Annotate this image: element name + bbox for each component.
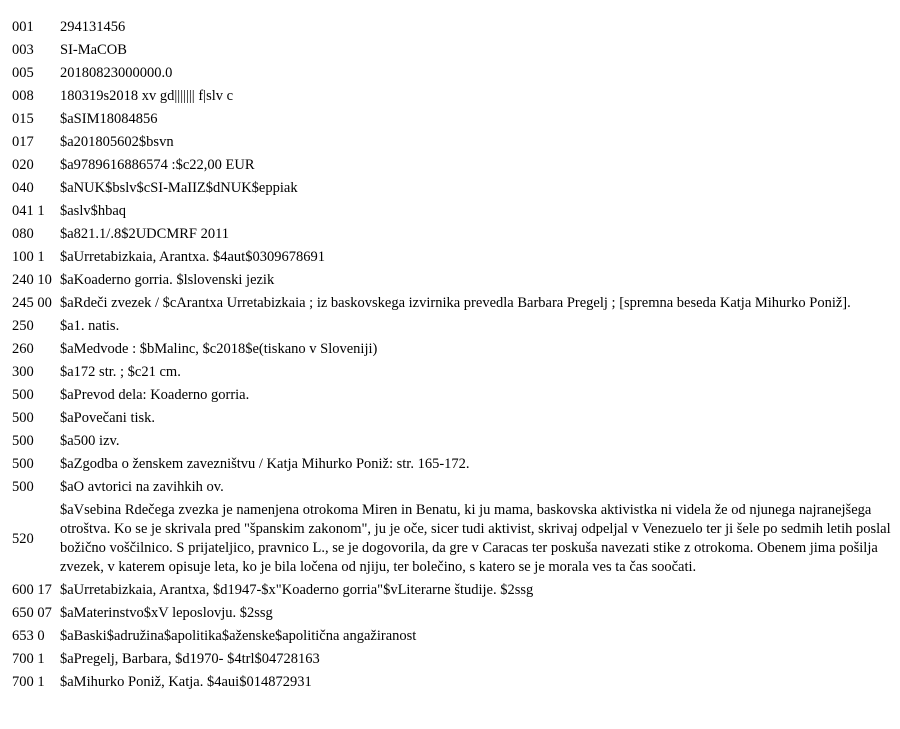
marc-field-value: $aPregelj, Barbara, $d1970- $4trl$04728163 — [60, 651, 320, 667]
marc-field-value: 180319s2018 xv gd||||||| f|slv c — [60, 88, 234, 104]
marc-field-row — [12, 625, 892, 648]
marc-field-row — [12, 131, 892, 154]
marc-field-tag: 080 — [12, 226, 34, 242]
marc-field-value: $aZgodba o ženskem zavezništvu / Katja Mihurko Poniž: str. 165-172. — [60, 456, 470, 472]
marc-field-row — [12, 315, 892, 338]
marc-field-tag: 520 — [12, 530, 34, 547]
marc-field-value: $aslv$hbaq — [60, 203, 127, 219]
marc-field-tag: 500 — [12, 479, 34, 495]
marc-field-row — [12, 85, 892, 108]
marc-field-row — [12, 16, 892, 39]
marc-field-tag: 005 — [12, 65, 34, 81]
marc-field-tag: 041 1 — [12, 203, 45, 219]
marc-field-row — [12, 671, 892, 694]
marc-field-value: $aNUK$bslv$cSI-MaIIZ$dNUK$eppiak — [60, 180, 298, 196]
marc-field-row — [12, 292, 892, 315]
marc-field-tag: 500 — [12, 410, 34, 426]
marc-field-value: $aUrretabizkaia, Arantxa, $d1947-$x"Koaderno gorria"$vLiterarne študije. $2ssg — [60, 582, 534, 598]
marc-field-row — [12, 602, 892, 625]
marc-field-value: $aSIM18084856 — [60, 111, 158, 127]
marc-field-value: $a172 str. ; $c21 cm. — [60, 364, 181, 380]
marc-field-tag: 600 17 — [12, 582, 52, 598]
marc-field-tag: 003 — [12, 42, 34, 58]
marc-field-row — [12, 200, 892, 223]
marc-field-row — [12, 108, 892, 131]
marc-field-value: $a9789616886574 :$c22,00 EUR — [60, 157, 255, 173]
marc-field-tag: 650 07 — [12, 605, 52, 621]
marc-field-row — [12, 154, 892, 177]
marc-field-value: $a821.1/.8$2UDCMRF 2011 — [60, 226, 230, 242]
marc-field-tag: 245 00 — [12, 295, 52, 311]
marc-field-value: $a201805602$bsvn — [60, 134, 174, 150]
marc-field-row — [12, 453, 892, 476]
marc-field-row — [12, 430, 892, 453]
marc-field-tag: 250 — [12, 318, 34, 334]
marc-field-row — [12, 384, 892, 407]
marc-field-tag: 653 0 — [12, 628, 45, 644]
marc-field-tag: 001 — [12, 19, 34, 35]
marc-record-table — [12, 16, 892, 694]
marc-field-row — [12, 223, 892, 246]
marc-field-tag: 500 — [12, 433, 34, 449]
marc-field-tag: 300 — [12, 364, 34, 380]
marc-field-row — [12, 579, 892, 602]
marc-field-tag: 100 1 — [12, 249, 45, 265]
marc-field-value: $aPrevod dela: Koaderno gorria. — [60, 387, 250, 403]
marc-field-row — [12, 62, 892, 85]
marc-field-value: $aKoaderno gorria. $lslovenski jezik — [60, 272, 275, 288]
marc-field-row — [12, 338, 892, 361]
marc-field-row — [12, 499, 892, 579]
marc-record-body — [12, 16, 892, 694]
marc-field-tag: 017 — [12, 134, 34, 150]
marc-field-value: 20180823000000.0 — [60, 65, 173, 81]
marc-field-row — [12, 407, 892, 430]
marc-field-row — [12, 269, 892, 292]
marc-field-row — [12, 39, 892, 62]
marc-field-row — [12, 361, 892, 384]
marc-field-value: 294131456 — [60, 19, 126, 35]
marc-field-tag: 260 — [12, 341, 34, 357]
marc-field-value: $a500 izv. — [60, 433, 120, 449]
marc-field-value: $aMaterinstvo$xV leposlovju. $2ssg — [60, 605, 273, 621]
marc-field-row — [12, 648, 892, 671]
marc-field-tag: 015 — [12, 111, 34, 127]
marc-field-row — [12, 476, 892, 499]
marc-field-value: $aVsebina Rdečega zvezka je namenjena otrokoma Miren in Benatu, ki ju mama, baskovska aktivistka ni videla že od njunega najranejšega otroštva. Ko se je skrivala pred "španskim zakonom", ju je oče, sicer tudi aktivist, skrivaj odpeljal v Venezuelo ter ji šele po sedmih letih poslal božično voščilnico. S prijateljico, pravnico L., se je dogovorila, da gre v Caracas ter poskuša navezati stike z otrokoma. Obenem jima pošilja zvezek, v katerem opisuje leta, ko je bila ločena od njiju, ter bolečino, s katero se je morala ves ta čas soočati. — [60, 502, 891, 575]
marc-field-value: $aMihurko Poniž, Katja. $4aui$014872931 — [60, 674, 312, 690]
marc-field-value: $aPovečani tisk. — [60, 410, 156, 426]
marc-field-tag: 700 1 — [12, 674, 45, 690]
marc-field-value: $aRdeči zvezek / $cArantxa Urretabizkaia ; iz baskovskega izvirnika prevedla Barbara Pregelj ; [spremna beseda Katja Mihurko Poniž]. — [60, 295, 851, 311]
marc-field-row — [12, 246, 892, 269]
marc-field-tag: 008 — [12, 88, 34, 104]
marc-field-value: $a1. natis. — [60, 318, 120, 334]
marc-field-tag: 500 — [12, 387, 34, 403]
marc-field-tag: 020 — [12, 157, 34, 173]
marc-field-value: $aMedvode : $bMalinc, $c2018$e(tiskano v Sloveniji) — [60, 341, 378, 357]
marc-field-value: SI-MaCOB — [60, 42, 127, 58]
marc-field-tag: 240 10 — [12, 272, 52, 288]
marc-field-row — [12, 177, 892, 200]
marc-field-value: $aUrretabizkaia, Arantxa. $4aut$0309678691 — [60, 249, 325, 265]
marc-field-tag: 700 1 — [12, 651, 45, 667]
marc-field-tag: 040 — [12, 180, 34, 196]
marc-field-value: $aO avtorici na zavihkih ov. — [60, 479, 224, 495]
marc-field-value: $aBaski$adružina$apolitika$aženske$apolitična angažiranost — [60, 628, 417, 644]
marc-field-tag: 500 — [12, 456, 34, 472]
